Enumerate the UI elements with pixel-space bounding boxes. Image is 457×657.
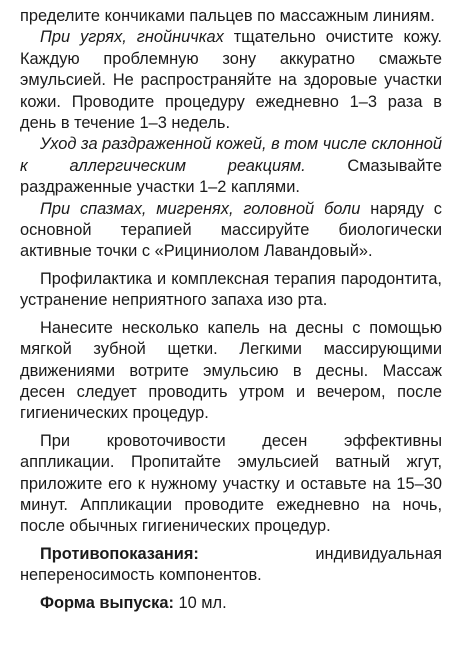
paragraph-gum-bleeding — [20, 431, 442, 538]
paragraph-massage-lines — [20, 6, 442, 27]
paragraph-lead-italic: Уход за раздраженной кожей, в том числе склонной к аллергическим реакциям. — [20, 135, 442, 175]
paragraph-migraine — [20, 199, 442, 263]
paragraph-text: пределите кончиками пальцев по массажным линиям. — [20, 7, 435, 25]
paragraph-text: При кровоточивости десен эффективны аппликации. Пропитайте эмульсией ватный жгут, приложите его к нужному участку и оставьте на 15–30 минут. Аппликации проводите ежедневно на ночь, после обычных гигиенических процедур. — [20, 431, 442, 536]
paragraph-release-form — [20, 593, 442, 614]
paragraph-text: индивидуальная непереносимость компонентов. — [20, 544, 442, 585]
paragraph-lead-italic: При угрях, гнойничках — [40, 28, 224, 47]
paragraph-text: 10 мл. — [173, 593, 227, 612]
paragraph-text: Смазывайте раздраженные участки 1–2 каплями. — [20, 156, 442, 197]
paragraph-text: Профилактика и комплексная терапия пародонтита, устранение неприятного запаха изо рта. — [20, 269, 442, 310]
paragraph-irritated-skin — [20, 134, 442, 198]
paragraph-periodontitis — [20, 269, 442, 312]
paragraph-text: Нанесите несколько капель на десны с помощью мягкой зубной щетки. Легкими массирующими движениями вотрите эмульсию в десны. Массаж десен следует проводить утром и вечером, после гигиенических процедур. — [20, 318, 442, 423]
paragraph-text: тщательно очистите кожу. Каждую проблемную зону аккуратно смажьте эмульсией. Не распространяйте на здоровые участки кожи. Проводите процедуру ежедневно 1–3 раза в день в течение 1–3 недель. — [20, 28, 442, 133]
paragraph-lead-bold: Противопоказания: — [40, 544, 199, 563]
paragraph-gum-massage — [20, 318, 442, 425]
paragraph-acne — [20, 27, 442, 134]
document-page — [20, 6, 442, 614]
paragraph-contraindications — [20, 544, 442, 587]
paragraph-text: наряду с основной терапией массируйте биологически активные точки с «Рициниолом Лавандовый». — [20, 199, 442, 261]
paragraph-lead-italic: При спазмах, мигренях, головной боли — [40, 199, 361, 218]
paragraph-lead-bold: Форма выпуска: — [40, 593, 174, 612]
